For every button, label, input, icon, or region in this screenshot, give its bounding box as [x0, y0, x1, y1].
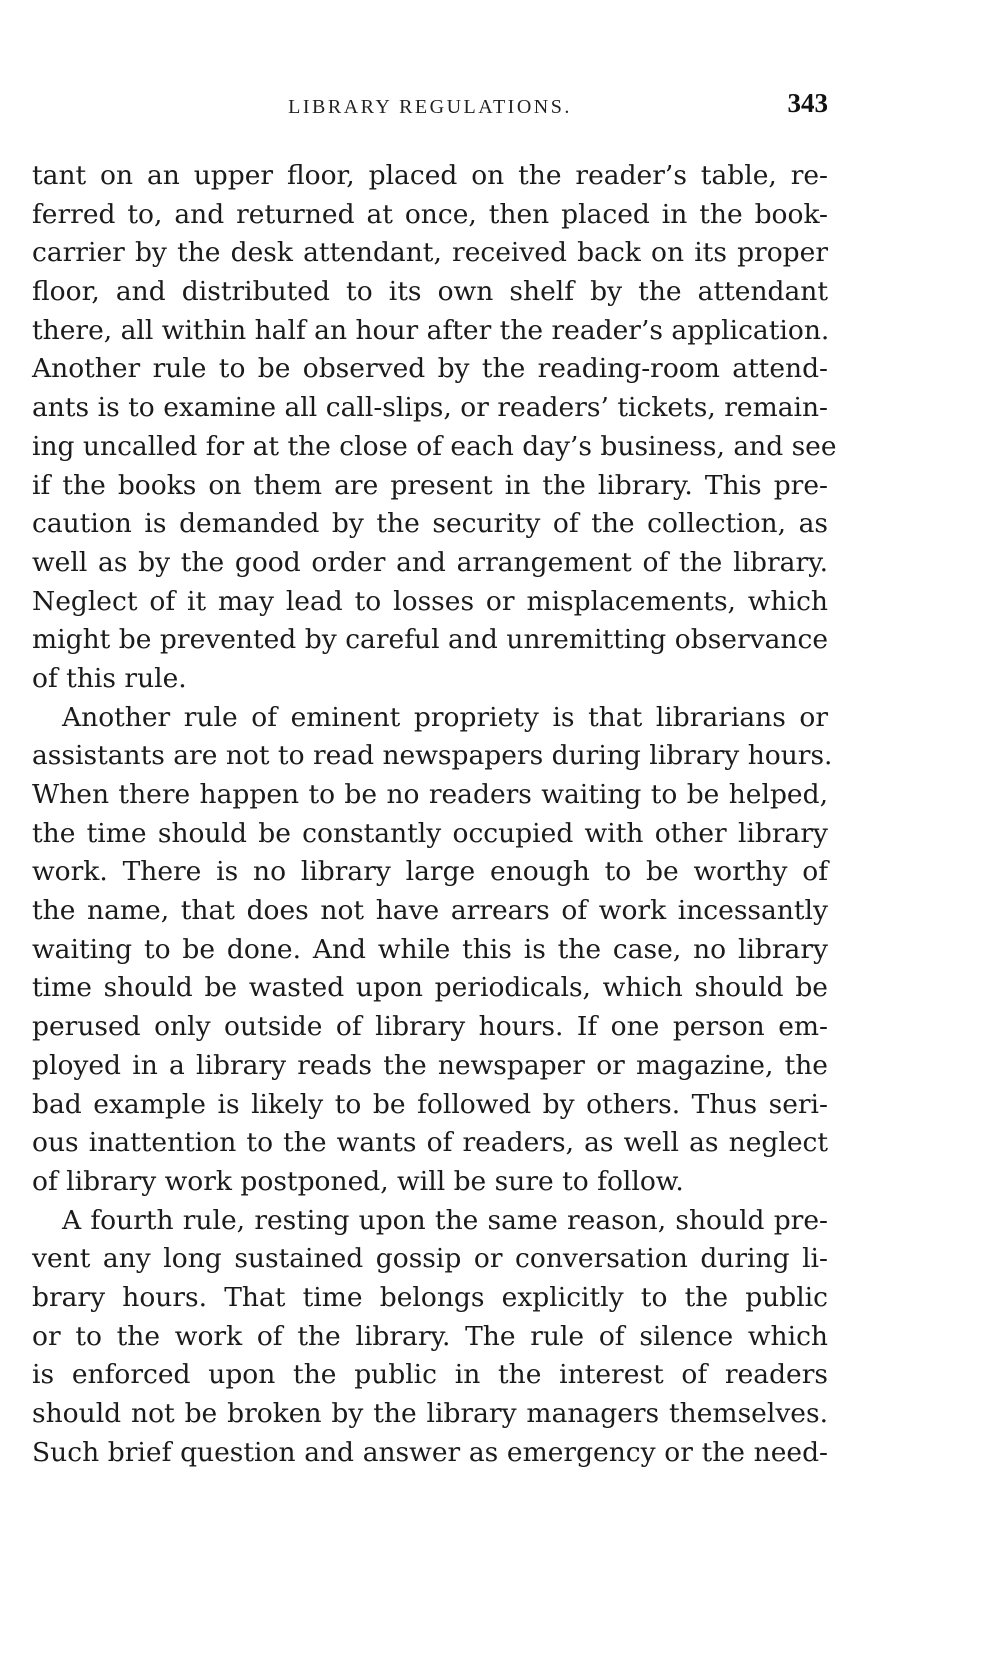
page-number: 343: [787, 88, 828, 118]
text-line: vent any long sustained gossip or conversation during li-: [32, 1243, 828, 1275]
text-line: there, all within half an hour after the reader’s application.: [32, 314, 830, 346]
text-line: ing uncalled for at the close of each day’s business, and see: [32, 430, 837, 462]
text-line: caution is demanded by the security of the collection, as: [32, 508, 828, 540]
text-line: Another rule to be observed by the reading-room attend-: [32, 353, 828, 385]
text-line: assistants are not to read newspapers during library hours.: [32, 740, 833, 772]
text-line: time should be wasted upon periodicals, which should be: [32, 972, 828, 1004]
running-title: LIBRARY REGULATIONS.: [288, 96, 572, 118]
text-line: brary hours. That time belongs explicitly to the public: [32, 1281, 828, 1313]
text-line: should not be broken by the library managers themselves.: [32, 1398, 828, 1429]
body-text: [32, 157, 837, 1472]
text-line: floor, and distributed to its own shelf by the attendant: [32, 276, 828, 308]
paragraph-last-line: of this rule.: [32, 662, 187, 694]
text-line: the name, that does not have arrears of work incessantly: [32, 895, 828, 927]
running-head: [32, 88, 828, 128]
text-line: the time should be constantly occupied with other library: [32, 817, 828, 849]
text-line: Such brief question and answer as emergency or the need-: [32, 1436, 828, 1468]
text-line: ous inattention to the wants of readers, as well as neglect: [32, 1127, 828, 1159]
paragraph-last-line: of library work postponed, will be sure to follow.: [32, 1165, 684, 1197]
text-line: tant on an upper floor, placed on the reader’s table, re-: [32, 160, 828, 191]
paragraph-first-line: A fourth rule, resting upon the same reason, should pre-: [62, 1204, 828, 1236]
text-line: Neglect of it may lead to losses or misplacements, which: [32, 585, 828, 617]
text-line: or to the work of the library. The rule of silence which: [32, 1320, 828, 1352]
text-line: might be prevented by careful and unremitting observance: [32, 624, 828, 656]
text-line: ants is to examine all call-slips, or readers’ tickets, remain-: [32, 392, 828, 424]
text-line: carrier by the desk attendant, received back on its proper: [32, 237, 828, 269]
text-line: waiting to be done. And while this is the case, no library: [32, 933, 828, 965]
text-line: is enforced upon the public in the interest of readers: [32, 1359, 828, 1391]
text-line: work. There is no library large enough to be worthy of: [32, 856, 828, 888]
text-line: well as by the good order and arrangement of the library.: [32, 546, 828, 578]
paragraph-first-line: Another rule of eminent propriety is that librarians or: [62, 701, 828, 733]
text-line: bad example is likely to be followed by others. Thus seri-: [32, 1088, 828, 1120]
text-line: perused only outside of library hours. If one person em-: [32, 1011, 828, 1043]
text-line: if the books on them are present in the library. This pre-: [32, 469, 828, 501]
text-line: ployed in a library reads the newspaper or magazine, the: [32, 1049, 828, 1081]
text-line: When there happen to be no readers waiting to be helped,: [32, 779, 828, 810]
text-line: ferred to, and returned at once, then placed in the book-: [32, 198, 828, 230]
